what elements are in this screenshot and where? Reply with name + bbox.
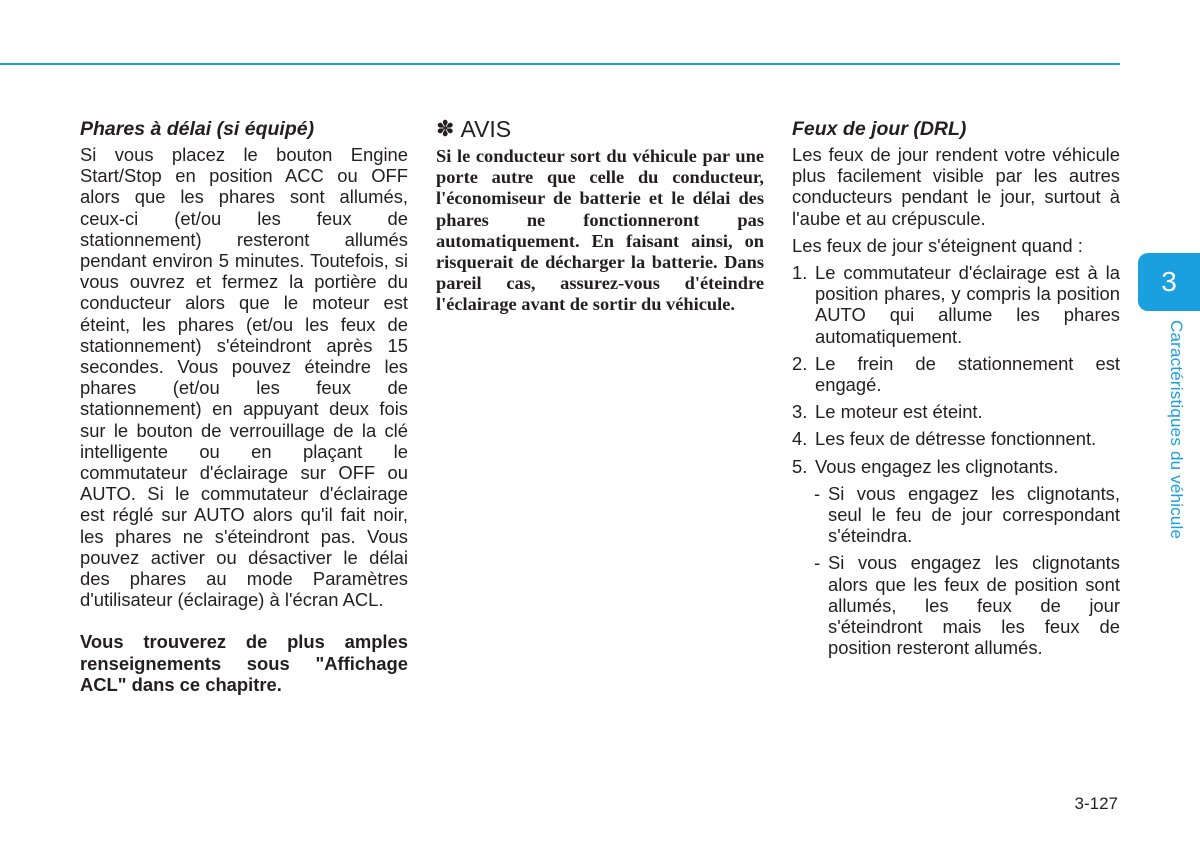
list-item: 3. Le moteur est éteint. [792,401,983,423]
paragraph-delayed-headlights: Si vous placez le bouton Engine Start/Stop en position ACC ou OFF alors que les phares sont allumés, ceux-ci (et/ou les feux de stationnement) resteront allumés pendant environ 5 minutes. Toutefois, si vous ouvrez et fermez la portière du conducteur alors que le moteur est éteint, les phares (et/ou les feux de stationnement) s'éteindront après 15 secondes. Vous pouvez éteindre les phares (et/ou les feux de stationnement) en appuyant deux fois sur le bouton de verrouillage de la clé intelligente ou en plaçant le commutateur d'éclairage sur OFF ou AUTO. Si le commutateur d'éclairage est réglé sur AUTO alors qu'il fait noir, les phares ne s'éteindront pas. Vous pouvez activer ou désactiver le délai des phares au mode Paramètres d'utilisateur (éclairage) à l'écran ACL. [80,144,408,611]
notice-header [436,115,764,143]
section-heading-drl: Feux de jour (DRL) [792,118,967,140]
left-column [80,115,408,695]
sub-list-item: - Si vous engagez les clignotants, seul le feu de jour correspondant s'éteindra. [814,482,1120,547]
paragraph-drl-intro: Les feux de jour rendent votre véhicule plus facilement visible par les autres conducteurs pendant le jour, surtout à l'aube et au crépuscule. [792,144,1120,229]
top-rule [0,63,1120,65]
chapter-tab: 3 [1138,253,1200,311]
sub-list-item: - Si vous engagez les clignotants alors que les feux de position sont allumés, les feux de jour s'éteindront mais les feux de position resteront allumés. [814,552,1120,659]
drl-conditions-list [792,262,1120,477]
list-item: 5. Vous engagez les clignotants. [792,455,1059,477]
list-item: 2. Le frein de stationnement est engagé. [792,352,1120,396]
section-heading-delayed-headlights: Phares à délai (si équipé) [80,118,315,140]
note-more-info: Vous trouverez de plus amples renseignements sous "Affichage ACL" dans ce chapitre. [80,631,408,695]
list-item: 1. Le commutateur d'éclairage est à la position phares, y compris la position AUTO qui allume les phares automatiquement. [792,262,1120,347]
asterisk-icon: ✽ [436,116,455,141]
right-column [792,115,1120,664]
list-item: 4. Les feux de détresse fonctionnent. [792,428,1097,450]
notice-title: AVIS [460,116,512,142]
notice-column [436,115,764,316]
turn-signal-sublist [814,483,1120,659]
notice-body: Si le conducteur sort du véhicule par une porte autre que celle du conducteur, l'économiseur de batterie et le délai des phares ne fonctionneront pas automatiquement. En faisant ainsi, on risquerait de décharger la batterie. Dans pareil cas, assurez-vous d'éteindre l'éclairage avant de sortir du véhicule. [436,146,764,315]
page-number: 3-127 [1074,794,1118,813]
paragraph-drl-lead: Les feux de jour s'éteignent quand : [792,234,1083,256]
chapter-title: Caractéristiques du véhicule [1167,320,1186,540]
